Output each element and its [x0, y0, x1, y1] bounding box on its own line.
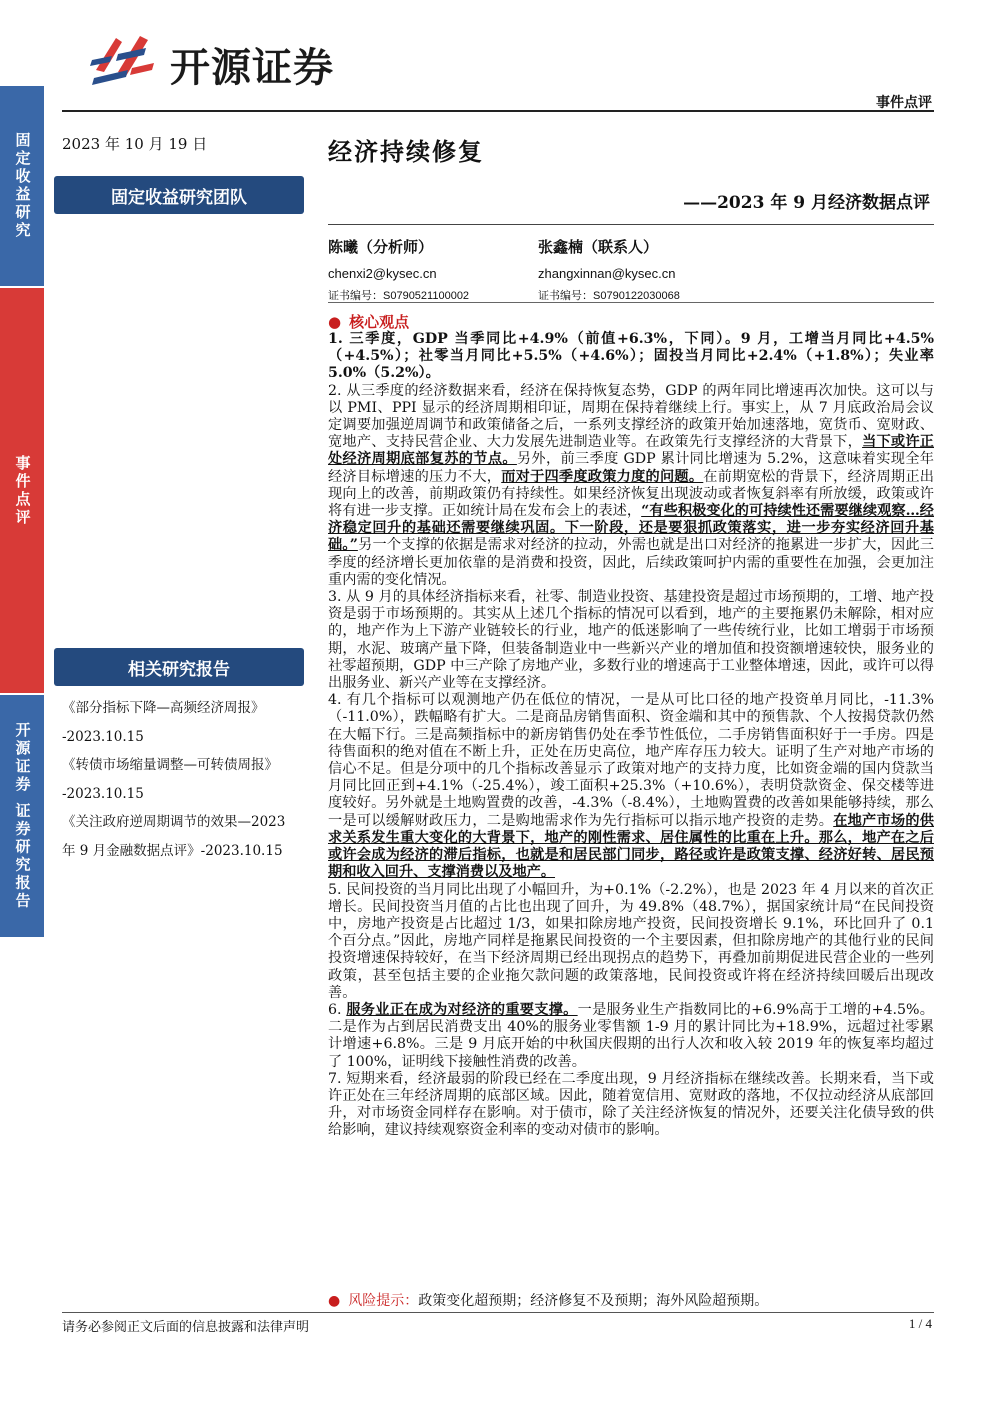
related-reports-heading: 相关研究报告 [54, 648, 304, 686]
paragraph-1: 1. 三季度，GDP 当季同比+4.9%（前值+6.3%，下同）。9 月，工增当月同比+4.5%（+4.5%）；社零当月同比+5.5%（+4.6%）；固投当月同比+2.4%（+1.8%）；失业率 5.0%（5.2%）。 [328, 331, 934, 382]
paragraph-3: 3. 从 9 月的具体经济指标来看，社零、制造业投资、基建投资是超过市场预期的，工增、地产投资是弱于市场预期的。其实从上述几个指标的情况可以看到，地产的主要拖累仍未解除，相对应的，地产作为上下游产业链较长的行业，地产的低迷影响了一些传统行业，比如工增弱于市场预期，水泥、玻璃产量下降，但装备制造业中一些新兴产业的增加值和投资额增速较快，服务业的社零超预期，GDP 中三产除了房地产业，多数行业的增速高于工业整体增速，因此，或许可以得出服务业、新兴产业等在支撑经济。 [328, 589, 934, 692]
related-report-line: -2023.10.15 [62, 728, 144, 745]
report-body [328, 331, 934, 1140]
related-report-line[interactable]: 年 9 月金融数据点评》-2023.10.15 [62, 842, 283, 859]
report-title: 经济持续修复 [328, 137, 484, 166]
side-tab-research-report: 开源证券 证券研究报告 [0, 695, 44, 937]
author-block [328, 236, 469, 303]
header-divider [62, 110, 934, 112]
report-subtitle: ——2023 年 9 月经济数据点评 [683, 193, 930, 213]
author-divider [328, 302, 934, 303]
risk-warning [328, 1290, 768, 1310]
paragraph-5: 5. 民间投资的当月同比出现了小幅回升，为+0.1%（-2.2%），也是 2023 年 4 月以来的首次正增长。民间投资当月值的占比也出现了回升，为 49.8%（48.7%），据国家统计局“在民间投资中，房地产投资是占比超过 1/3，如果扣除房地产投资，民间投资增长 9.1%，环比回升了 0.1 个百分点。”因此，房地产同样是拖累民间投资的一个主要因素，但扣除房地产的其他行业的民间投资增速保持较好，在当下经济周期已经出现拐点的趋势下，再叠加前期促进民营企业的一些列政策，甚至包括主要的企业拖欠款问题的政策落地，民间投资或许将在经济持续回暖后出现改善。 [328, 881, 934, 1001]
core-view-heading: ● 核心观点 [328, 313, 410, 331]
company-logo [88, 28, 388, 90]
team-label: 固定收益研究团队 [54, 176, 304, 214]
side-tab-event-review: 事件点评 [0, 288, 44, 693]
bullet-dot-icon: ● [328, 313, 342, 331]
report-date: 2023 年 10 月 19 日 [62, 135, 208, 153]
author-block [538, 236, 680, 303]
author-email[interactable]: chenxi2@kysec.cn [328, 266, 437, 281]
paragraph-6: 6. 服务业正在成为对经济的重要支撑。一是服务业生产指数同比的+6.9%高于工增的+4.5%。二是作为占到居民消费支出 40%的服务业零售额 1-9 月的累计同比为+18.9%，远超过社零累计增速+6.8%。三是 9 月底开始的中秋国庆假期的出行人次和收入较 2019 年的恢复率均超过了 100%，证明线下接触性消费的改善。 [328, 1001, 934, 1070]
company-name: 开源证券 [170, 45, 334, 91]
related-report-line[interactable]: 《部分指标下降—高频经济周报》 [62, 700, 265, 716]
author-name: 陈曦（分析师） [328, 238, 434, 256]
logo-mark-icon [88, 30, 158, 88]
author-name: 张鑫楠（联系人） [538, 238, 659, 256]
document-type: 事件点评 [876, 95, 932, 111]
paragraph-7: 7. 短期来看，经济最弱的阶段已经在二季度出现，9 月经济指标在继续改善。长期来看，当下或许正处在三年经济周期的底部区域。因此，随着宽信用、宽财政的落地，不仅拉动经济从底部回升，对市场资金同样存在影响。对于债市，除了关注经济恢复的情况外，还要关注化债导致的供给影响，建议持续观察资金利率的变动对债市的影响。 [328, 1070, 934, 1139]
paragraph-2: 2. 从三季度的经济数据来看，经济在保持恢复态势，GDP 的两年同比增速再次加快。这可以与以 PMI、PPI 显示的经济周期相印证，周期在保持着继续上行。事实上，从 7 月底政治局会议定调要加强逆周调节和政策储备之后，一系列支撑经济的政策开始加速落地，宽货币、宽财政、宽地产、支持民营企业、大力发展先进制造业等。在政策先行支撑经济的大背景下，当下或许正处经济周期底部复苏的节点。另外，前三季度 GDP 累计同比增速为 5.2%，这意味着实现全年经济目标增速的压力不大，而对于四季度政策力度的问题。在前期宽松的背景下，经济周期正出现向上的改善，前期政策仍有持续性。如果经济恢复出现波动或者恢复斜率有所放缓，政策或许将有进一步支撑。正如统计局在发布会上的表述，“有些积极变化的可持续性还需要继续观察…经济稳定回升的基础还需要继续巩固。下一阶段，还是要狠抓政策落实，进一步夯实经济回升基础。”另一个支撑的依据是需求对经济的拉动，外需也就是出口对经济的拖累进一步扩大，因此三季度的经济增长更加依靠的是消费和投资，因此，后续政策呵护内需的重要性在加强，会更加注重内需的变化情况。 [328, 382, 934, 588]
author-cert: 证书编号：S0790122030068 [538, 290, 680, 302]
page-number: 1 / 4 [908, 1316, 932, 1331]
side-tab-fixed-income: 固定收益研究 [0, 86, 44, 286]
paragraph-4: 4. 有几个指标可以观测地产仍在低位的情况，一是从可比口径的地产投资单月同比，-11.3%（-11.0%），跌幅略有扩大。二是商品房销售面积、资金端和其中的预售款、个人按揭贷款仍然在大幅下行。三是高频指标中的新房销售仍处在季节性低位，二手房销售面积好于一手房。四是待售面积的绝对值在不断上升，正处在历史高位，地产库存压力较大。证明了生产对地产市场的信心不足。但是分项中的几个指标改善显示了政策对地产的支持力度，比如资金端的国内贷款当月同比回正到+4.1%（-25.4%），竣工面积+25.3%（+10.6%），表明贷款资金、保交楼等进度较好。另外就是土地购置费的改善，-4.3%（-8.4%），土地购置费的改善如果能够持续，那么一是可以缓解财政压力，二是购地需求作为先行指标可以指示地产投资的走势。在地产市场的供求关系发生重大变化的大背景下，地产的刚性需求、居住属性的比重在上升。那么，地产在之后或许会成为经济的滞后指标，也就是和居民部门同步，路径或许是政策支撑、经济好转、居民预期和收入回升、支撑消费以及地产。 [328, 692, 934, 881]
related-report-line[interactable]: 《关注政府逆周期调节的效果—2023 [62, 814, 286, 830]
related-report-line[interactable]: 《转债市场缩量调整—可转债周报》 [62, 757, 278, 773]
author-cert: 证书编号：S0790521100002 [328, 290, 470, 302]
footer-disclaimer: 请务必参阅正文后面的信息披露和法律声明 [62, 1320, 310, 1335]
author-email[interactable]: zhangxinnan@kysec.cn [538, 266, 676, 281]
risk-label: 风险提示： [348, 1293, 419, 1309]
bullet-dot-icon: ● [328, 1293, 341, 1309]
risk-text: 政策变化超预期；经济修复不及预期；海外风险超预期。 [418, 1293, 769, 1309]
related-reports-list [62, 694, 312, 865]
related-report-line: -2023.10.15 [62, 785, 144, 802]
title-divider [328, 224, 934, 225]
footer-divider [62, 1312, 934, 1313]
